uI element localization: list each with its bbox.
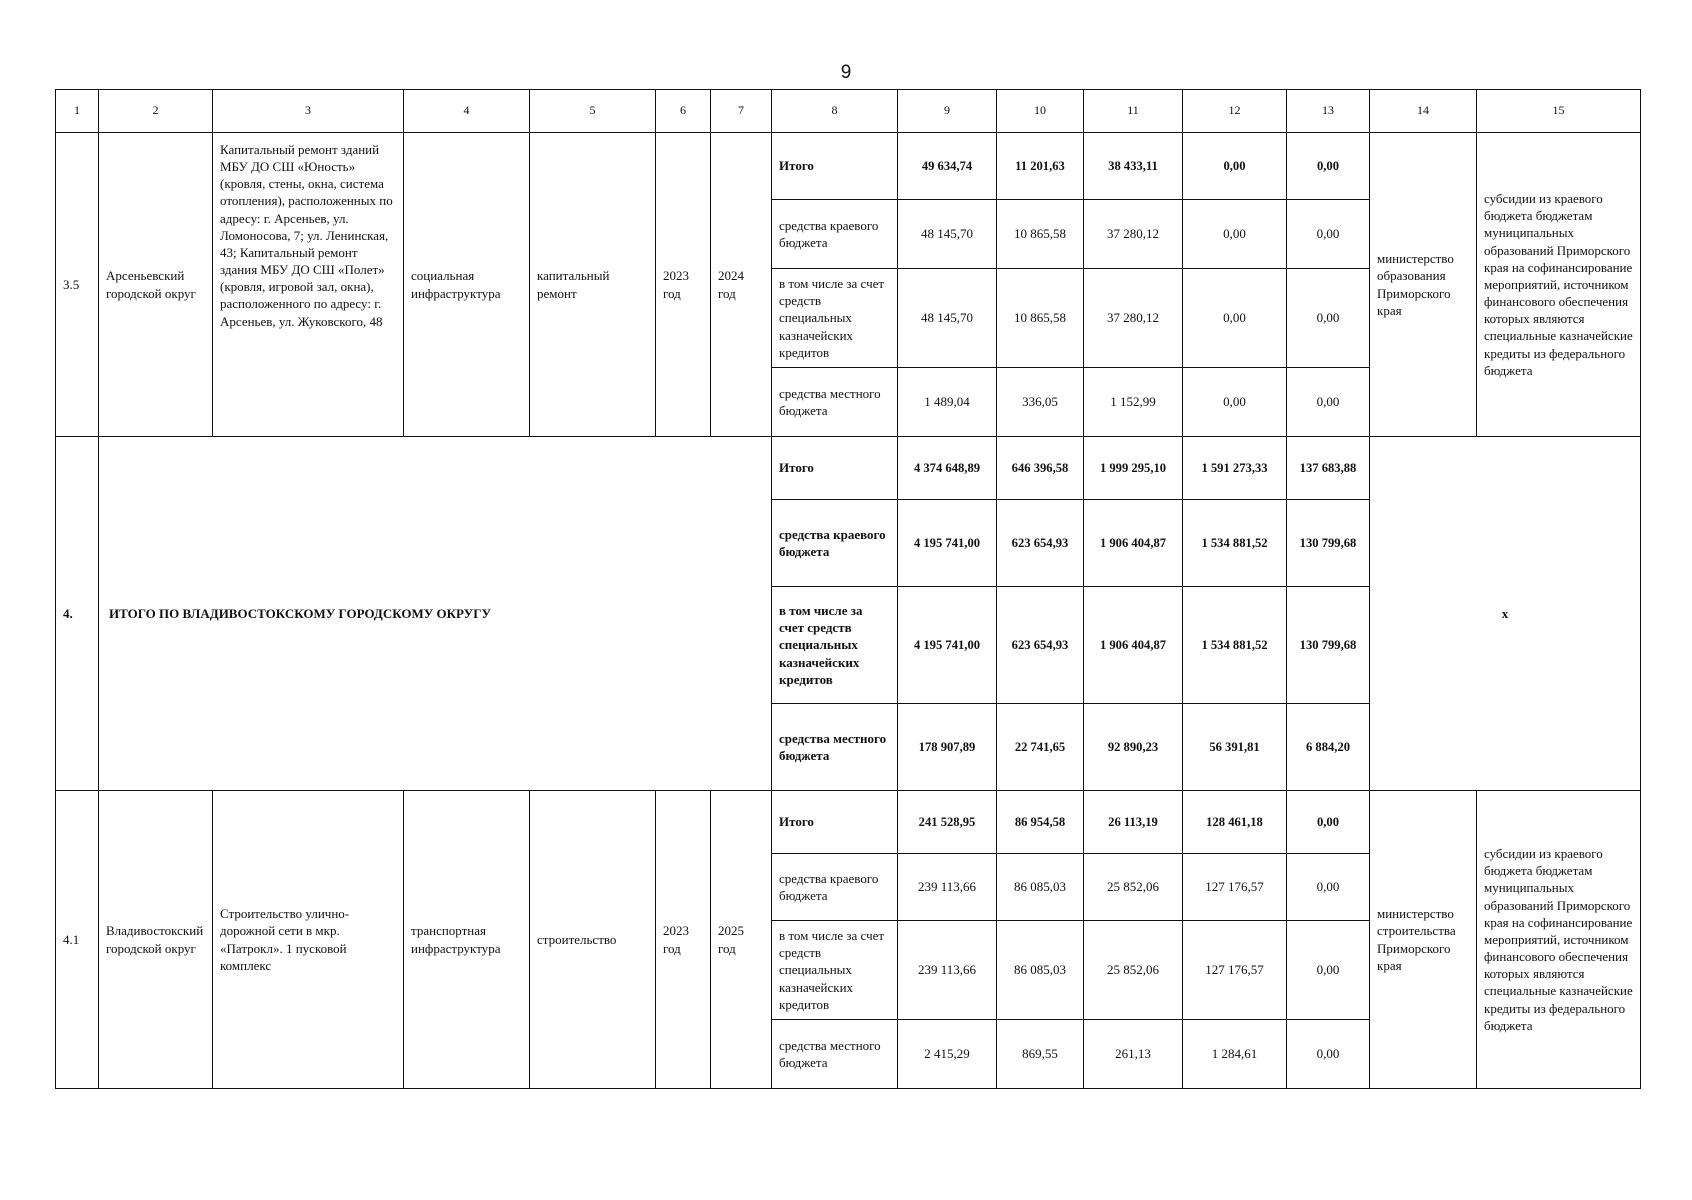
value-cell: 26 113,19 [1084, 791, 1183, 854]
value-cell: 37 280,12 [1084, 200, 1183, 269]
work-type-cell: капитальный ремонт [530, 133, 656, 437]
value-cell: 0,00 [1287, 854, 1370, 921]
row-label-local: средства местного бюджета [772, 1020, 898, 1089]
value-cell: 869,55 [997, 1020, 1084, 1089]
work-type-cell: строительство [530, 791, 656, 1089]
value-cell: 2 415,29 [898, 1020, 997, 1089]
value-cell: 0,00 [1287, 200, 1370, 269]
column-header: 11 [1084, 90, 1183, 133]
object-description: Капитальный ремонт зданий МБУ ДО СШ «Юность» (кровля, стены, окна, система отопления), расположенных по адресу: г. Арсеньев, ул. Ломоносова, 7; ул. Ленинская, 43; Капитальный ремонт здания МБУ ДО СШ «Полет» (кровля, игровой зал, окна), расположенного по адресу: г. Арсеньев, ул. Жуковского, 48 [213, 133, 404, 437]
column-header: 14 [1370, 90, 1477, 133]
value-cell: 1 284,61 [1183, 1020, 1287, 1089]
column-header: 5 [530, 90, 656, 133]
value-cell: 92 890,23 [1084, 704, 1183, 791]
value-cell: 4 195 741,00 [898, 500, 997, 587]
column-header: 15 [1477, 90, 1641, 133]
value-cell: 48 145,70 [898, 269, 997, 368]
funding-source-cell: субсидии из краевого бюджета бюджетам муниципальных образований Приморского края на софинансирование мероприятий, источником финансового обеспечения которых являются специальные казначейские кредиты из федерального бюджета [1477, 133, 1641, 437]
value-cell: 0,00 [1183, 269, 1287, 368]
value-cell: 4 195 741,00 [898, 587, 997, 704]
row-number: 4. [56, 437, 99, 791]
sphere-cell: социальная инфраструктура [404, 133, 530, 437]
column-header: 6 [656, 90, 711, 133]
value-cell: 11 201,63 [997, 133, 1084, 200]
row-label-regional: средства краевого бюджета [772, 854, 898, 921]
funding-source-cell: субсидии из краевого бюджета бюджетам муниципальных образований Приморского края на софинансирование мероприятий, источником финансового обеспечения которых являются специальные казначейские кредиты из федерального бюджета [1477, 791, 1641, 1089]
value-cell: 48 145,70 [898, 200, 997, 269]
value-cell: 261,13 [1084, 1020, 1183, 1089]
value-cell: 0,00 [1183, 368, 1287, 437]
start-year-cell: 2023 год [656, 791, 711, 1089]
value-cell: 25 852,06 [1084, 921, 1183, 1020]
value-cell: 127 176,57 [1183, 854, 1287, 921]
column-header: 12 [1183, 90, 1287, 133]
municipality-cell: Владивостокский городской округ [99, 791, 213, 1089]
not-applicable-mark: х [1370, 437, 1641, 791]
value-cell: 128 461,18 [1183, 791, 1287, 854]
value-cell: 10 865,58 [997, 269, 1084, 368]
value-cell: 1 906 404,87 [1084, 500, 1183, 587]
value-cell: 239 113,66 [898, 854, 997, 921]
value-cell: 130 799,68 [1287, 500, 1370, 587]
row-label-regional: средства краевого бюджета [772, 500, 898, 587]
value-cell: 86 954,58 [997, 791, 1084, 854]
value-cell: 1 534 881,52 [1183, 587, 1287, 704]
table-row [56, 437, 1641, 500]
page-number: 9 [840, 62, 852, 83]
ministry-cell: министерство образования Приморского края [1370, 133, 1477, 437]
value-cell: 0,00 [1287, 791, 1370, 854]
value-cell: 0,00 [1287, 1020, 1370, 1089]
header-row [56, 90, 1641, 133]
column-header: 1 [56, 90, 99, 133]
section-total-title: ИТОГО ПО ВЛАДИВОСТОКСКОМУ ГОРОДСКОМУ ОКРУГУ [99, 437, 772, 791]
value-cell: 1 489,04 [898, 368, 997, 437]
table-row [56, 133, 1641, 200]
value-cell: 0,00 [1183, 200, 1287, 269]
value-cell: 178 907,89 [898, 704, 997, 791]
sphere-cell: транспортная инфраструктура [404, 791, 530, 1089]
row-label-treasury: в том числе за счет средств специальных казначейских кредитов [772, 587, 898, 704]
value-cell: 25 852,06 [1084, 854, 1183, 921]
row-label-local: средства местного бюджета [772, 368, 898, 437]
row-label-treasury: в том числе за счет средств специальных казначейских кредитов [772, 269, 898, 368]
value-cell: 1 999 295,10 [1084, 437, 1183, 500]
table-row [56, 791, 1641, 854]
column-header: 3 [213, 90, 404, 133]
value-cell: 1 591 273,33 [1183, 437, 1287, 500]
value-cell: 6 884,20 [1287, 704, 1370, 791]
object-description: Строительство улично-дорожной сети в мкр. «Патрокл». 1 пусковой комплекс [213, 791, 404, 1089]
row-label-treasury: в том числе за счет средств специальных казначейских кредитов [772, 921, 898, 1020]
value-cell: 10 865,58 [997, 200, 1084, 269]
value-cell: 86 085,03 [997, 921, 1084, 1020]
column-header: 2 [99, 90, 213, 133]
value-cell: 0,00 [1287, 269, 1370, 368]
municipality-cell: Арсеньевский городской округ [99, 133, 213, 437]
row-label-total: Итого [772, 133, 898, 200]
value-cell: 1 906 404,87 [1084, 587, 1183, 704]
row-label-total: Итого [772, 437, 898, 500]
row-label-regional: средства краевого бюджета [772, 200, 898, 269]
column-header: 13 [1287, 90, 1370, 133]
value-cell: 646 396,58 [997, 437, 1084, 500]
column-header: 4 [404, 90, 530, 133]
value-cell: 22 741,65 [997, 704, 1084, 791]
row-number: 4.1 [56, 791, 99, 1089]
value-cell: 336,05 [997, 368, 1084, 437]
column-header: 7 [711, 90, 772, 133]
value-cell: 86 085,03 [997, 854, 1084, 921]
value-cell: 37 280,12 [1084, 269, 1183, 368]
value-cell: 4 374 648,89 [898, 437, 997, 500]
value-cell: 623 654,93 [997, 587, 1084, 704]
value-cell: 1 152,99 [1084, 368, 1183, 437]
value-cell: 0,00 [1287, 368, 1370, 437]
value-cell: 56 391,81 [1183, 704, 1287, 791]
column-header: 8 [772, 90, 898, 133]
value-cell: 623 654,93 [997, 500, 1084, 587]
end-year-cell: 2025 год [711, 791, 772, 1089]
row-label-total: Итого [772, 791, 898, 854]
value-cell: 130 799,68 [1287, 587, 1370, 704]
row-number: 3.5 [56, 133, 99, 437]
value-cell: 49 634,74 [898, 133, 997, 200]
row-label-local: средства местного бюджета [772, 704, 898, 791]
column-header: 9 [898, 90, 997, 133]
column-header: 10 [997, 90, 1084, 133]
value-cell: 137 683,88 [1287, 437, 1370, 500]
value-cell: 0,00 [1183, 133, 1287, 200]
ministry-cell: министерство строительства Приморского края [1370, 791, 1477, 1089]
value-cell: 127 176,57 [1183, 921, 1287, 1020]
value-cell: 0,00 [1287, 133, 1370, 200]
value-cell: 241 528,95 [898, 791, 997, 854]
value-cell: 239 113,66 [898, 921, 997, 1020]
budget-table [55, 89, 1641, 1089]
end-year-cell: 2024 год [711, 133, 772, 437]
start-year-cell: 2023 год [656, 133, 711, 437]
value-cell: 0,00 [1287, 921, 1370, 1020]
value-cell: 38 433,11 [1084, 133, 1183, 200]
value-cell: 1 534 881,52 [1183, 500, 1287, 587]
